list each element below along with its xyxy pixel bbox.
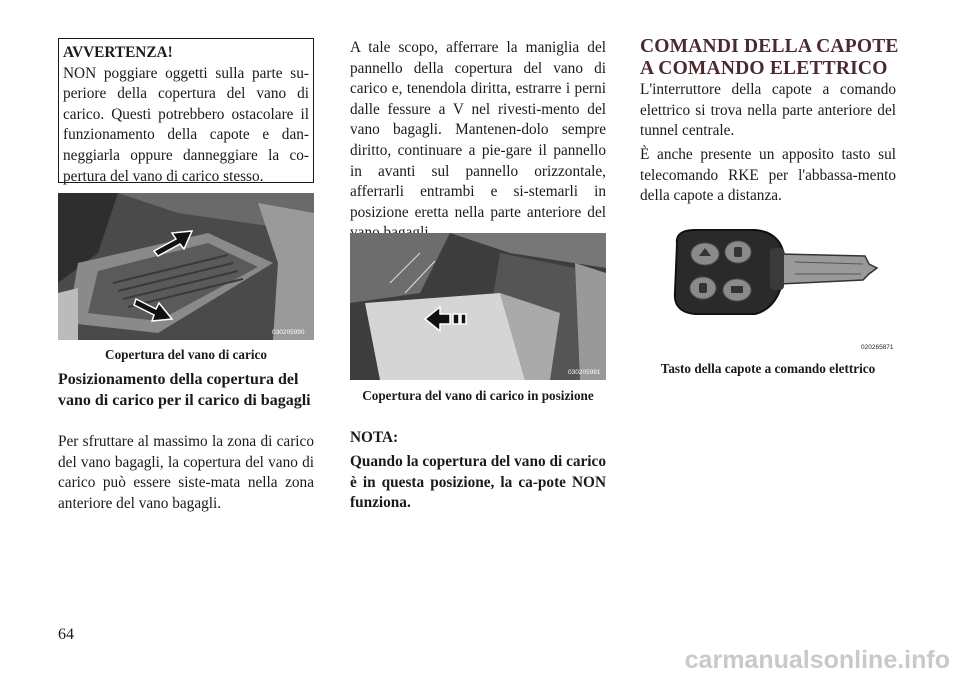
rke-key-figure [655,222,895,352]
rke-key-icon [655,222,895,352]
cargo-cover-figure [58,193,314,340]
figure-caption: Copertura del vano di carico in posizione [362,388,594,403]
cargo-cover-position-illustration [350,233,606,380]
instructions-paragraph: A tale scopo, afferrare la maniglia del pannello della copertura del vano di carico e, tenendola diritta, estrarre i perni dalle fessure a V nel rivesti-mento del vano bagagli. Mantenen-dolo sempre diritto, continuare a pie-gare il pannello in avanti sul pannello orizzontale, afferrarli entrambi e si-stemarli in posizione eretta nella parte anteriore del [350,39,606,221]
note-text: Quando la copertura del vano di carico è in questa posizione, la ca-pote NON funziona. [350,453,606,512]
cargo-cover-position-figure [350,233,606,380]
section-text: Per sfruttare al massimo la zona di carico del vano bagagli, la copertura del vano di carico può essere siste-mata nella zona anteriore del vano bagagli. [58,433,314,512]
page-number: 64 [58,626,74,643]
watermark: carmanualsonline.info [684,646,950,674]
figure-caption: Tasto della capote a comando elettrico [660,361,876,376]
figure-code: 030205990 [272,329,305,336]
figure-code: 020265871 [861,344,894,351]
figure-caption: Copertura del vano di carico [105,347,267,362]
rke-paragraph: È anche presente un apposito tasto sul telecomando RKE per l'abbassa-mento della capote a distanza. [640,146,896,205]
cargo-cover-illustration [58,193,314,340]
switch-paragraph: L'interruttore della capote a comando elettrico si trova nella parte anteriore del tunnel centrale. [640,81,896,140]
warning-box [58,38,314,183]
section-heading: COMANDI DELLA CAPOTE A COMANDO ELETTRICO [640,36,899,79]
section-heading: Posizionamento della copertura del vano di carico per il carico di bagagli [58,371,311,409]
figure-code: 030205991 [568,369,601,376]
warning-title: AVVERTENZA! [63,44,173,61]
warning-text: NON poggiare oggetti sulla parte su-periore della copertura del vano di carico. Questi potrebbero ostacolare il funzionamento della capote e dan-neggiarla oppure danneggiare la co-pertura del vano di carico stesso. [63,64,309,185]
note-label: NOTA: [350,429,399,446]
